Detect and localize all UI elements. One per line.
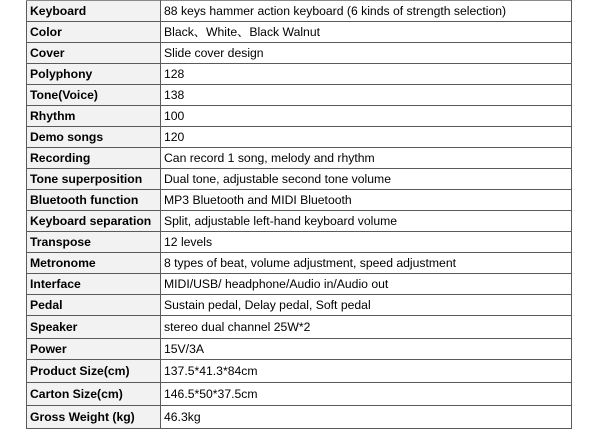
spec-label: Recording <box>27 148 161 169</box>
spec-value: stereo dual channel 25W*2 <box>161 316 572 339</box>
spec-label: Color <box>27 22 161 43</box>
spec-label: Polyphony <box>27 64 161 85</box>
spec-label: Speaker <box>27 316 161 339</box>
spec-row-tone-voice <box>27 85 572 106</box>
spec-label: Bluetooth function <box>27 190 161 211</box>
spec-value: MP3 Bluetooth and MIDI Bluetooth <box>161 190 572 211</box>
spec-label: Gross Weight (kg) <box>27 406 161 429</box>
spec-value: 146.5*50*37.5cm <box>161 383 572 406</box>
spec-label: Carton Size(cm) <box>27 383 161 406</box>
spec-row-carton-size <box>27 383 572 406</box>
spec-value: 138 <box>161 85 572 106</box>
spec-label: Pedal <box>27 295 161 316</box>
spec-value: 128 <box>161 64 572 85</box>
spec-row-polyphony <box>27 64 572 85</box>
spec-row-keyboard-separation <box>27 211 572 232</box>
spec-value: Split, adjustable left-hand keyboard volume <box>161 211 572 232</box>
spec-row-tone-superposition <box>27 169 572 190</box>
spec-label: Interface <box>27 274 161 295</box>
spec-label: Power <box>27 339 161 360</box>
spec-value: 8 types of beat, volume adjustment, speed adjustment <box>161 253 572 274</box>
spec-label: Cover <box>27 43 161 64</box>
spec-value: 15V/3A <box>161 339 572 360</box>
spec-value: 100 <box>161 106 572 127</box>
spec-row-recording <box>27 148 572 169</box>
spec-table <box>26 0 572 429</box>
spec-value: 88 keys hammer action keyboard (6 kinds of strength selection) <box>161 1 572 22</box>
spec-row-speaker <box>27 316 572 339</box>
spec-row-interface <box>27 274 572 295</box>
spec-row-product-size <box>27 360 572 383</box>
spec-label: Metronome <box>27 253 161 274</box>
spec-label: Transpose <box>27 232 161 253</box>
spec-row-keyboard <box>27 1 572 22</box>
spec-row-metronome <box>27 253 572 274</box>
spec-row-power <box>27 339 572 360</box>
spec-label: Keyboard <box>27 1 161 22</box>
spec-value: Sustain pedal, Delay pedal, Soft pedal <box>161 295 572 316</box>
spec-value: MIDI/USB/ headphone/Audio in/Audio out <box>161 274 572 295</box>
spec-label: Tone(Voice) <box>27 85 161 106</box>
spec-value: 120 <box>161 127 572 148</box>
spec-value: Slide cover design <box>161 43 572 64</box>
spec-value: Can record 1 song, melody and rhythm <box>161 148 572 169</box>
spec-value: 12 levels <box>161 232 572 253</box>
spec-label: Tone superposition <box>27 169 161 190</box>
spec-row-demo-songs <box>27 127 572 148</box>
spec-label: Rhythm <box>27 106 161 127</box>
spec-value: Dual tone, adjustable second tone volume <box>161 169 572 190</box>
spec-label: Product Size(cm) <box>27 360 161 383</box>
spec-value: 46.3kg <box>161 406 572 429</box>
spec-row-transpose <box>27 232 572 253</box>
spec-row-pedal <box>27 295 572 316</box>
spec-row-rhythm <box>27 106 572 127</box>
spec-row-gross-weight <box>27 406 572 429</box>
spec-label: Keyboard separation <box>27 211 161 232</box>
spec-label: Demo songs <box>27 127 161 148</box>
spec-row-color <box>27 22 572 43</box>
spec-row-cover <box>27 43 572 64</box>
spec-value: Black、White、Black Walnut <box>161 22 572 43</box>
spec-row-bluetooth-function <box>27 190 572 211</box>
spec-value: 137.5*41.3*84cm <box>161 360 572 383</box>
